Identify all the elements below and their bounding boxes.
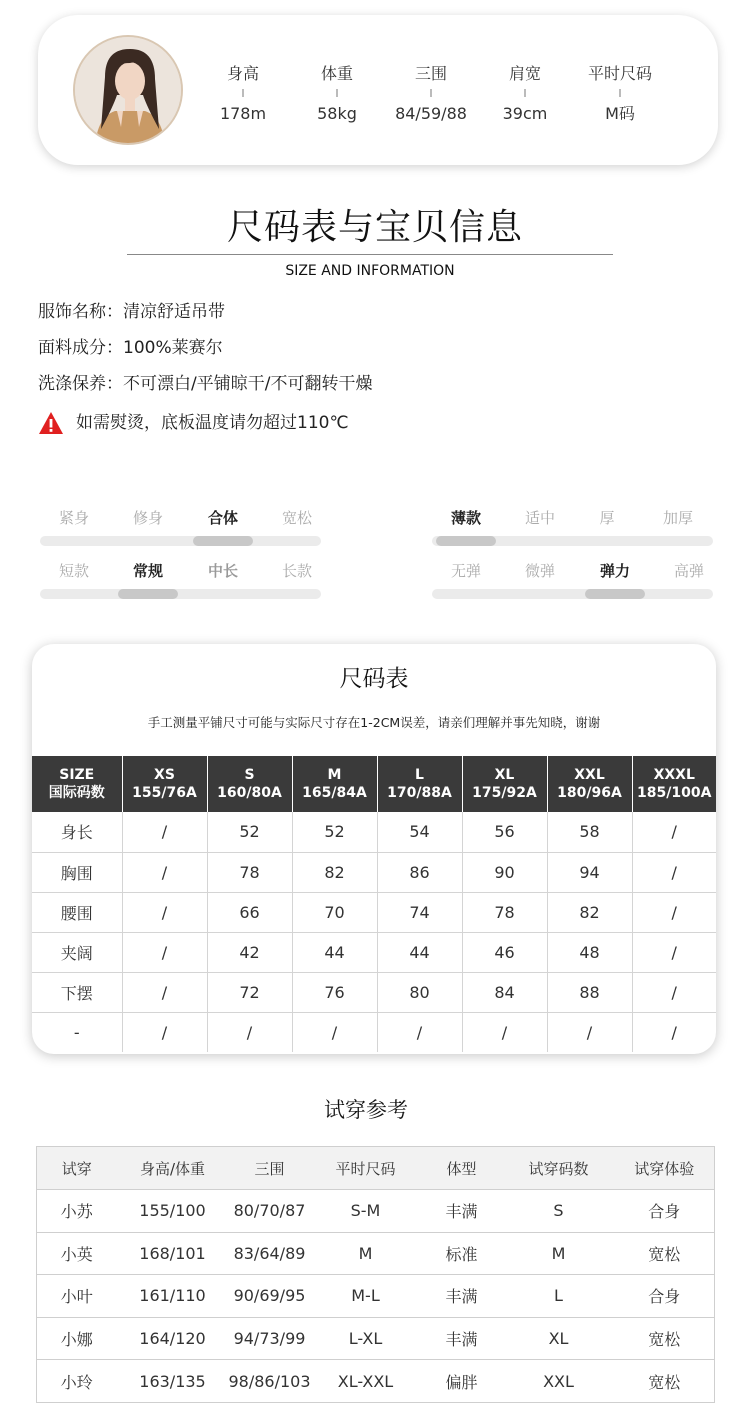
size-cell: / bbox=[547, 1012, 632, 1052]
size-cell: 78 bbox=[462, 892, 547, 932]
size-row-label: 胸围 bbox=[32, 852, 122, 892]
size-header-range: 175/92A bbox=[472, 785, 537, 801]
size-header-range: 155/76A bbox=[132, 785, 197, 801]
try-on-cell: 合身 bbox=[615, 1275, 715, 1318]
scale-fit-indicator bbox=[193, 536, 253, 546]
size-cell: / bbox=[632, 852, 716, 892]
stat-value: 178m bbox=[219, 104, 267, 123]
info-ironing-warning: 如需熨烫，底板温度请勿超过110℃ bbox=[76, 413, 349, 433]
stat-label: 平时尺码 bbox=[587, 64, 652, 83]
page-title: 尺码表与宝贝信息 bbox=[226, 207, 523, 248]
info-garment-name: 服饰名称：清凉舒适吊带 bbox=[38, 302, 225, 322]
try-on-cell: 偏胖 bbox=[421, 1360, 503, 1403]
size-header-range: 国际码数 bbox=[48, 785, 105, 801]
size-header-range: 185/100A bbox=[637, 785, 712, 801]
stat-value: 58kg bbox=[317, 104, 357, 123]
try-on-cell: S bbox=[503, 1190, 615, 1233]
try-on-cell: 合身 bbox=[615, 1190, 715, 1233]
size-header-cell bbox=[377, 756, 462, 812]
try-on-cell: 宽松 bbox=[615, 1232, 715, 1275]
info-wash-care: 洗涤保养：不可漂白/平铺晾干/不可翻转干燥 bbox=[38, 374, 373, 394]
size-header-cell bbox=[292, 756, 377, 812]
try-on-header-cell: 试穿码数 bbox=[503, 1147, 615, 1190]
stat-divider bbox=[336, 89, 338, 97]
scale-option: 长款 bbox=[281, 562, 312, 580]
size-cell: 48 bbox=[547, 932, 632, 972]
size-header-range: 165/84A bbox=[302, 785, 367, 801]
size-cell: / bbox=[377, 1012, 462, 1052]
scale-option: 短款 bbox=[58, 562, 89, 580]
table-row bbox=[37, 1275, 715, 1318]
size-cell: / bbox=[632, 932, 716, 972]
size-header-code: SIZE bbox=[59, 767, 95, 783]
try-on-cell: 丰满 bbox=[421, 1317, 503, 1360]
size-cell: / bbox=[292, 1012, 377, 1052]
try-on-cell: L-XL bbox=[311, 1317, 421, 1360]
table-row bbox=[32, 852, 716, 892]
size-cell: / bbox=[122, 852, 207, 892]
try-on-cell: 164/120 bbox=[117, 1317, 229, 1360]
try-on-cell: M-L bbox=[311, 1275, 421, 1318]
table-row bbox=[37, 1317, 715, 1360]
size-cell: 72 bbox=[207, 972, 292, 1012]
size-cell: 90 bbox=[462, 852, 547, 892]
try-on-cell: 小叶 bbox=[37, 1275, 117, 1318]
try-on-cell: 小苏 bbox=[37, 1190, 117, 1233]
table-row bbox=[37, 1190, 715, 1233]
try-on-table bbox=[36, 1146, 715, 1403]
try-on-cell: L bbox=[503, 1275, 615, 1318]
try-on-cell: 161/110 bbox=[117, 1275, 229, 1318]
size-cell: 56 bbox=[462, 812, 547, 852]
try-on-cell: XL bbox=[503, 1317, 615, 1360]
size-cell: 44 bbox=[377, 932, 462, 972]
size-cell: / bbox=[632, 892, 716, 932]
try-on-cell: 155/100 bbox=[117, 1190, 229, 1233]
size-row-label: 下摆 bbox=[32, 972, 122, 1012]
scale-option: 加厚 bbox=[662, 509, 693, 527]
size-chart-title: 尺码表 bbox=[339, 666, 409, 692]
table-row bbox=[32, 972, 716, 1012]
size-cell: / bbox=[632, 972, 716, 1012]
size-header-code: XL bbox=[494, 767, 515, 783]
stat-value: 84/59/88 bbox=[395, 104, 467, 123]
title-divider bbox=[127, 254, 613, 255]
size-cell: 84 bbox=[462, 972, 547, 1012]
scale-stretch bbox=[432, 560, 713, 582]
stat-label: 肩宽 bbox=[508, 64, 541, 83]
size-cell: 80 bbox=[377, 972, 462, 1012]
scale-option: 中长 bbox=[207, 562, 238, 580]
stat-label: 体重 bbox=[320, 64, 353, 83]
size-header-cell bbox=[122, 756, 207, 812]
model-stat-usual-size bbox=[575, 63, 665, 125]
try-on-header-cell: 试穿体验 bbox=[615, 1147, 715, 1190]
model-stat-measurements bbox=[386, 63, 476, 125]
stat-divider bbox=[242, 89, 244, 97]
size-cell: / bbox=[632, 812, 716, 852]
size-header-range: 160/80A bbox=[217, 785, 282, 801]
model-avatar bbox=[73, 35, 183, 145]
table-row bbox=[32, 1012, 716, 1052]
try-on-cell: 90/69/95 bbox=[229, 1275, 311, 1318]
stat-label: 三围 bbox=[414, 64, 447, 83]
table-row bbox=[32, 932, 716, 972]
try-on-cell: S-M bbox=[311, 1190, 421, 1233]
size-cell: 74 bbox=[377, 892, 462, 932]
scale-option: 薄款 bbox=[450, 509, 481, 527]
try-on-header-cell: 试穿 bbox=[37, 1147, 117, 1190]
size-cell: 70 bbox=[292, 892, 377, 932]
scale-length-bar bbox=[40, 589, 321, 599]
size-cell: 54 bbox=[377, 812, 462, 852]
size-chart-card bbox=[32, 644, 716, 1054]
stat-divider bbox=[524, 89, 526, 97]
try-on-cell: 标准 bbox=[421, 1232, 503, 1275]
size-cell: / bbox=[122, 892, 207, 932]
size-header-code: L bbox=[415, 767, 424, 783]
size-cell: 82 bbox=[547, 892, 632, 932]
size-header-code: S bbox=[244, 767, 255, 783]
scale-stretch-indicator bbox=[585, 589, 645, 599]
scale-stretch-bar bbox=[432, 589, 713, 599]
size-header-code: M bbox=[327, 767, 342, 783]
scale-option: 紧身 bbox=[58, 509, 89, 527]
size-chart-table bbox=[32, 756, 716, 1052]
size-cell: 44 bbox=[292, 932, 377, 972]
try-on-cell: 丰满 bbox=[421, 1190, 503, 1233]
size-header-cell bbox=[632, 756, 716, 812]
try-on-cell: 98/86/103 bbox=[229, 1360, 311, 1403]
size-cell: 82 bbox=[292, 852, 377, 892]
size-row-label: - bbox=[32, 1012, 122, 1052]
scale-option: 合体 bbox=[207, 509, 238, 527]
scale-option: 高弹 bbox=[673, 562, 704, 580]
size-cell: / bbox=[122, 932, 207, 972]
size-cell: / bbox=[122, 1012, 207, 1052]
scale-option: 宽松 bbox=[281, 509, 312, 527]
page-subtitle: SIZE AND INFORMATION bbox=[285, 263, 455, 279]
size-cell: / bbox=[207, 1012, 292, 1052]
scale-thickness-bar bbox=[432, 536, 713, 546]
stat-value: 39cm bbox=[502, 104, 548, 123]
size-header-cell bbox=[32, 756, 122, 812]
scale-option: 修身 bbox=[132, 509, 163, 527]
size-cell: / bbox=[122, 812, 207, 852]
size-header-cell bbox=[547, 756, 632, 812]
size-cell: 86 bbox=[377, 852, 462, 892]
scale-fit-bar bbox=[40, 536, 321, 546]
scale-option: 微弹 bbox=[524, 562, 555, 580]
scale-length-indicator bbox=[118, 589, 178, 599]
table-row bbox=[37, 1360, 715, 1403]
try-on-cell: 80/70/87 bbox=[229, 1190, 311, 1233]
size-cell: 46 bbox=[462, 932, 547, 972]
try-on-cell: 丰满 bbox=[421, 1275, 503, 1318]
try-on-cell: 168/101 bbox=[117, 1232, 229, 1275]
try-on-header-cell: 三围 bbox=[229, 1147, 311, 1190]
scale-option: 适中 bbox=[524, 509, 555, 527]
info-fabric: 面料成分：100%莱赛尔 bbox=[38, 338, 223, 358]
stat-value: M码 bbox=[605, 104, 635, 123]
warning-triangle-icon bbox=[38, 411, 64, 435]
size-header-range: 180/96A bbox=[557, 785, 622, 801]
table-row bbox=[32, 812, 716, 852]
size-header-cell bbox=[207, 756, 292, 812]
size-header-code: XS bbox=[154, 767, 175, 783]
scale-thickness-indicator bbox=[436, 536, 496, 546]
size-cell: 76 bbox=[292, 972, 377, 1012]
try-on-cell: 宽松 bbox=[615, 1317, 715, 1360]
size-cell: / bbox=[122, 972, 207, 1012]
try-on-header-cell: 体型 bbox=[421, 1147, 503, 1190]
try-on-header-cell: 身高/体重 bbox=[117, 1147, 229, 1190]
size-cell: / bbox=[671, 1022, 677, 1042]
scale-option: 弹力 bbox=[599, 562, 630, 580]
try-on-header-cell: 平时尺码 bbox=[311, 1147, 421, 1190]
size-cell: 66 bbox=[207, 892, 292, 932]
size-cell: 52 bbox=[207, 812, 292, 852]
scale-option: 无弹 bbox=[450, 562, 481, 580]
size-cell: 42 bbox=[207, 932, 292, 972]
size-cell: / bbox=[462, 1012, 547, 1052]
size-header-range: 170/88A bbox=[387, 785, 452, 801]
size-header-code: XXXL bbox=[653, 767, 695, 783]
size-cell: 88 bbox=[547, 972, 632, 1012]
try-on-cell: 83/64/89 bbox=[229, 1232, 311, 1275]
scale-length bbox=[40, 560, 321, 582]
model-card bbox=[38, 15, 718, 165]
try-on-cell: 163/135 bbox=[117, 1360, 229, 1403]
try-on-cell: 94/73/99 bbox=[229, 1317, 311, 1360]
size-cell: 52 bbox=[292, 812, 377, 852]
size-cell: 94 bbox=[547, 852, 632, 892]
scale-thickness bbox=[432, 507, 713, 529]
model-stat-height bbox=[198, 63, 288, 125]
table-row bbox=[37, 1232, 715, 1275]
stat-divider bbox=[619, 89, 621, 97]
scale-option: 常规 bbox=[132, 562, 163, 580]
try-on-cell: 小玲 bbox=[37, 1360, 117, 1403]
try-on-cell: 宽松 bbox=[615, 1360, 715, 1403]
size-row-label: 身长 bbox=[32, 812, 122, 852]
model-stat-weight bbox=[292, 63, 382, 125]
size-header-cell bbox=[462, 756, 547, 812]
try-on-cell: XXL bbox=[503, 1360, 615, 1403]
size-row-label: 夹阔 bbox=[32, 932, 122, 972]
size-chart-note: 手工测量平铺尺寸可能与实际尺寸存在1-2CM误差，请亲们理解并事先知晓，谢谢 bbox=[147, 715, 601, 730]
size-cell: 78 bbox=[207, 852, 292, 892]
size-cell: 58 bbox=[547, 812, 632, 852]
try-on-title: 试穿参考 bbox=[324, 1098, 408, 1122]
try-on-cell: M bbox=[311, 1232, 421, 1275]
size-header-code: XXL bbox=[574, 767, 605, 783]
stat-label: 身高 bbox=[226, 64, 259, 83]
stat-divider bbox=[430, 89, 432, 97]
try-on-cell: 小娜 bbox=[37, 1317, 117, 1360]
table-row bbox=[32, 892, 716, 932]
scale-option: 厚 bbox=[599, 509, 615, 527]
scale-fit bbox=[40, 507, 321, 529]
size-row-label: 腰围 bbox=[32, 892, 122, 932]
try-on-cell: XL-XXL bbox=[311, 1360, 421, 1403]
model-stat-shoulder bbox=[480, 63, 570, 125]
try-on-cell: 小英 bbox=[37, 1232, 117, 1275]
try-on-cell: M bbox=[503, 1232, 615, 1275]
